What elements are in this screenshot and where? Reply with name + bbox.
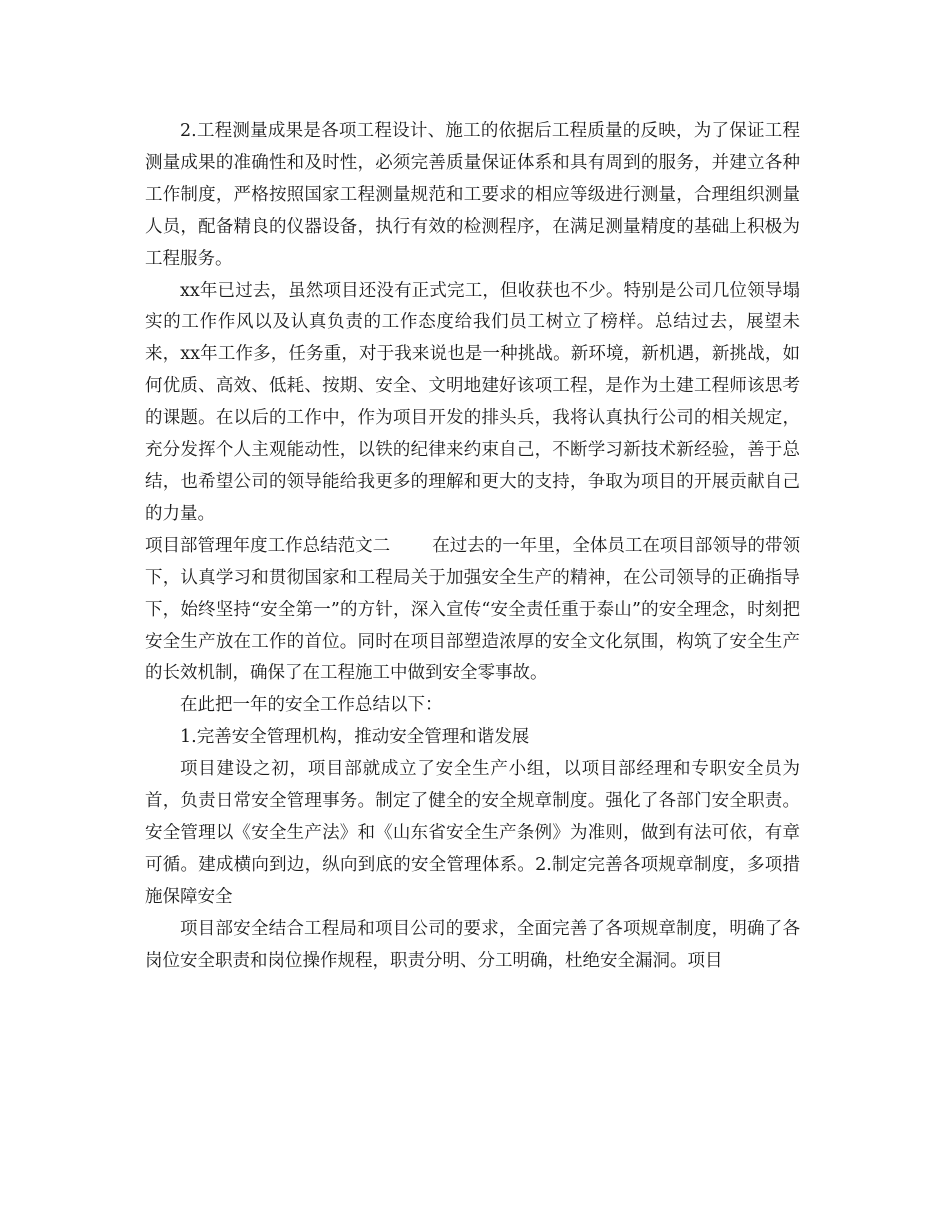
document-body xyxy=(145,116,800,977)
section-two-body: 在过去的一年里，全体员工在项目部领导的带领下，认真学习和贯彻国家和工程局关于加强安全生产的精神，在公司领导的正确指导下，始终坚持“安全第一”的方针，深入宣传“安全责任重于泰山”的安全理念，时刻把安全生产放在工作的首位。同时在项目部塑造浓厚的安全文化氛围，构筑了安全生产的长效机制，确保了在工程施工中做到安全零事故。 xyxy=(145,535,801,684)
paragraph-regulations: 项目部安全结合工程局和项目公司的要求，全面完善了各项规章制度，明确了各岗位安全职责和岗位操作规程，职责分明、分工明确，杜绝安全漏洞。项目 xyxy=(145,918,800,971)
paragraph-section-two xyxy=(145,531,800,691)
paragraph-year-summary: xx年已过去，虽然项目还没有正式完工，但收获也不少。特别是公司几位领导塌实的工作作风以及认真负责的工作态度给我们员工树立了榜样。总结过去，展望未来，xx年工作多，任务重，对于我来说也是一种挑战。新环境，新机遇，新挑战，如何优质、高效、低耗、按期、安全、文明地建好该项工程，是作为土建工程师该思考的课题。在以后的工作中，作为项目开发的排头兵，我将认真执行公司的相关规定，充分发挥个人主观能动性，以铁的纪律来约束自己，不断学习新技术新经验，善于总结，也希望公司的领导能给我更多的理解和更大的支持，争取为项目的开展贡献自己的力量。 xyxy=(145,280,800,524)
paragraph-point-one-title: 1.完善安全管理机构，推动安全管理和谐发展 xyxy=(180,727,530,748)
paragraph-safety-organization: 项目建设之初，项目部就成立了安全生产小组，以项目部经理和专职安全员为首，负责日常安全管理事务。制定了健全的安全规章制度。强化了各部门安全职责。安全管理以《安全生产法》和《山东省安全生产条例》为准则，做到有法可依，有章可循。建成横向到边，纵向到底的安全管理体系。2.制定完善各项规章制度，多项措施保障安全 xyxy=(145,759,800,907)
section-heading: 项目部管理年度工作总结范文二 xyxy=(145,535,391,556)
paragraph-summary-intro: 在此把一年的安全工作总结以下： xyxy=(180,695,443,716)
paragraph-survey-results: 2.工程测量成果是各项工程设计、施工的依据后工程质量的反映，为了保证工程测量成果的准确性和及时性，必须完善质量保证体系和具有周到的服务，并建立各种工作制度，严格按照国家工程测量规范和工要求的相应等级进行测量，合理组织测量人员，配备精良的仪器设备，执行有效的检测程序，在满足测量精度的基础上积极为工程服务。 xyxy=(145,121,800,269)
